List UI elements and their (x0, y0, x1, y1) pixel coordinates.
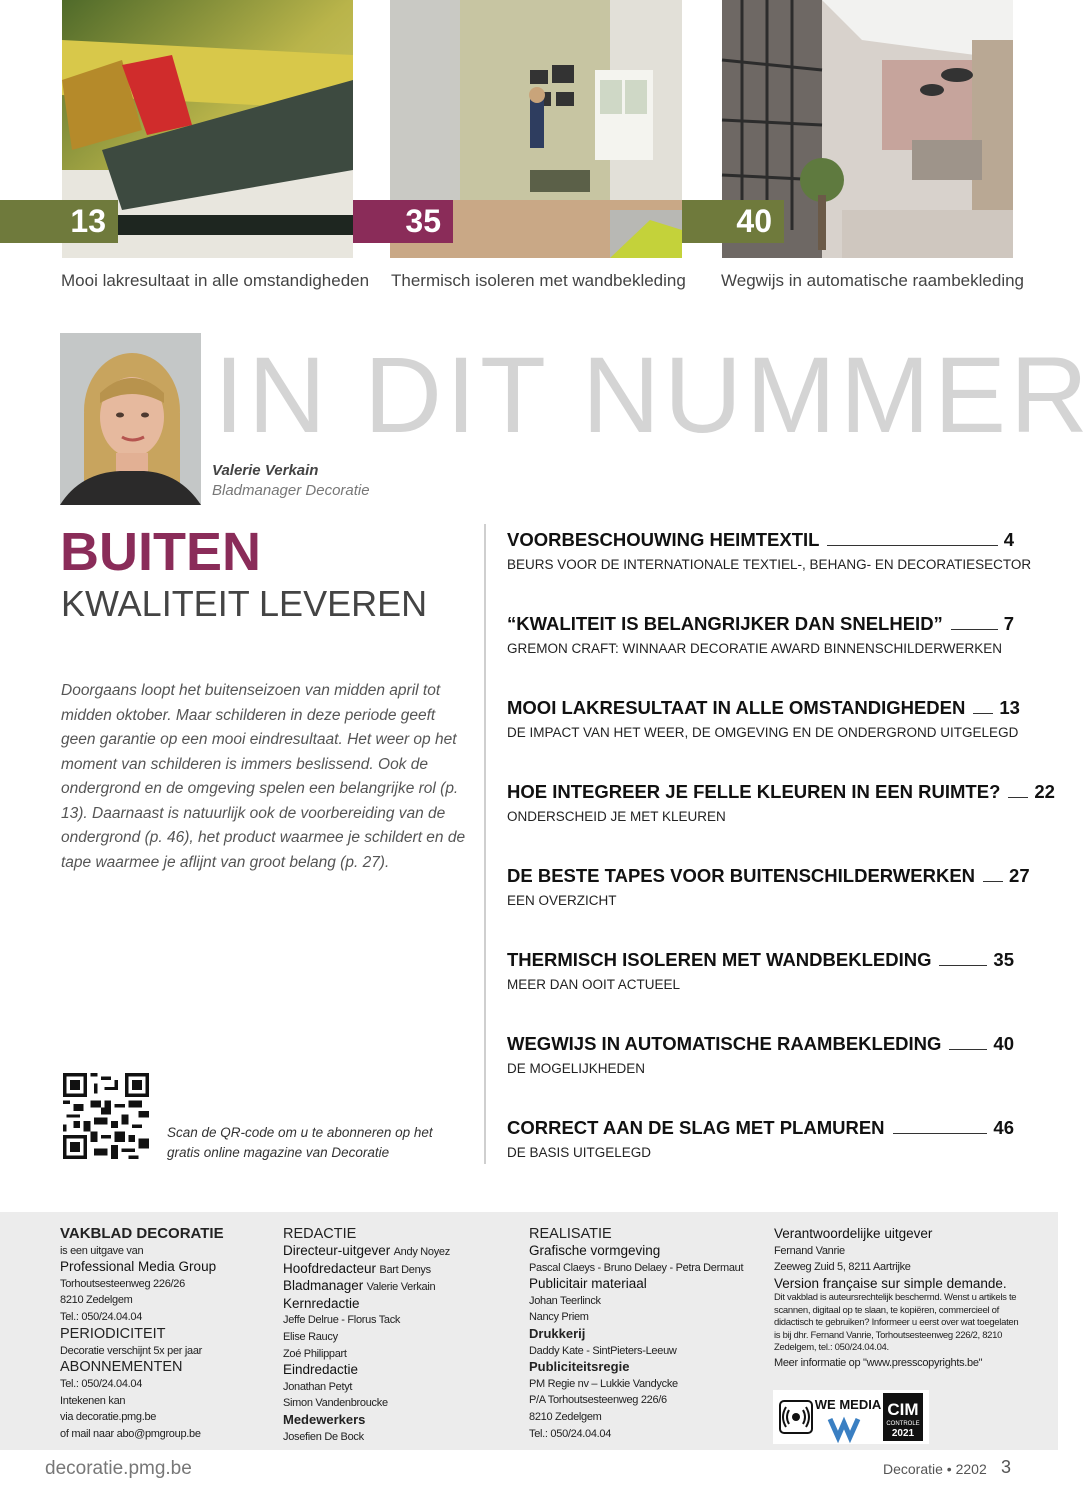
toc-page: 35 (993, 949, 1014, 970)
colophon-label: Hoofdredacteur (283, 1260, 377, 1276)
colophon-label: Directeur-uitgever (283, 1243, 391, 1258)
colophon-text: Valerie Verkain (366, 1281, 436, 1294)
colophon-text: Daddy Kate - SintPieters-Leeuw (529, 1344, 677, 1357)
colophon-text: Zeeweg Zuid 5, 8211 Aartrijke (774, 1261, 911, 1274)
colophon-text: Nancy Priem (529, 1311, 589, 1324)
colophon-label: Kernredactie (283, 1295, 360, 1311)
colophon-text: Intekenen kan (60, 1394, 126, 1407)
toc-leader (1008, 797, 1028, 798)
colophon-label: Eindredactie (283, 1362, 359, 1378)
toc-leader (893, 1133, 988, 1134)
colophon-publisher (60, 1226, 270, 1443)
toc-subtitle: DE BASIS UITGELEGD (507, 1145, 652, 1160)
toc-page: 27 (1009, 865, 1030, 886)
toc-page: 46 (993, 1117, 1014, 1138)
colophon-text: Fernand Vanrie (774, 1244, 845, 1257)
colophon-text: PM Regie nv – Lukkie Vandycke (529, 1377, 678, 1390)
thumbnail-page-badge: 40 (682, 200, 784, 243)
colophon-text: 8210 Zedelgem (529, 1410, 602, 1423)
author-role: Bladmanager Decoratie (212, 482, 370, 499)
colophon-text: Decoratie verschijnt 5x per jaar (60, 1344, 203, 1357)
colophon-heading: REALISATIE (529, 1226, 612, 1242)
colophon-link[interactable]: of mail naar abo@pmgroup.be (60, 1427, 201, 1440)
qr-code-icon (63, 1073, 149, 1159)
toc-leader (827, 545, 997, 546)
toc-entry[interactable] (507, 525, 1032, 572)
toc-divider (484, 524, 486, 1164)
thumbnail-page-badge: 35 (353, 200, 453, 243)
colophon-text: Tel.: 050/24.04.04 (60, 1310, 143, 1323)
colophon-link[interactable]: Meer informatie op "www.presscopyrights.be" (774, 1356, 983, 1369)
toc-title: DE BESTE TAPES VOOR BUITENSCHILDERWERKEN (507, 865, 976, 886)
toc-subtitle: MEER DAN OOIT ACTUEEL (507, 977, 681, 992)
colophon-text: Johan Teerlinck (529, 1294, 601, 1307)
editorial-subtitle: KWALITEIT LEVEREN (61, 583, 428, 624)
toc-page: 22 (1034, 781, 1055, 802)
toc-subtitle: DE IMPACT VAN HET WEER, DE OMGEVING EN DE ONDERGROND UITGELEGD (507, 725, 1019, 740)
page-title: IN DIT NUMMER (214, 334, 1092, 455)
colophon-text: Tel.: 050/24.04.04 (529, 1427, 612, 1440)
colophon-text: is een uitgave van (60, 1244, 144, 1257)
copyright-signal-icon (779, 1400, 813, 1434)
author-name: Valerie Verkain (212, 462, 319, 479)
colophon-label: Publiciteitsregie (529, 1359, 630, 1375)
colophon-link[interactable]: via decoratie.pmg.be (60, 1411, 157, 1424)
colophon-text: Andy Noyez (393, 1246, 450, 1258)
cim-logo (883, 1393, 923, 1441)
colophon-editorial (283, 1226, 513, 1445)
toc-leader (983, 881, 1003, 882)
colophon-legal: Dit vakblad is auteursrechtelijk beschermd. Wenst u artikels te scannen, digitaal op te slaan, te kopiëren, commercieel of didactisch te gebruiken? Informeer u eerst over wat toegelaten is bij dhr. Fernand Vanrie, Torhoutsesteenweg 226/2, 8210 Zedelgem, tel.: 050/24.04.04. (774, 1292, 1019, 1354)
toc-leader (973, 713, 993, 714)
colophon-text: Torhoutsesteenweg 226/26 (60, 1277, 185, 1290)
colophon-text: Jeffe Delrue - Florus Tack (283, 1314, 401, 1327)
toc-entry[interactable] (507, 945, 1014, 992)
colophon-text: P/A Torhoutsesteenweg 226/6 (529, 1394, 667, 1407)
editorial-body: Doorgaans loopt het buitenseizoen van midden april tot midden oktober. Maar schilderen in deze periode geeft geen garantie op een mooi eindresultaat. Het weer op het moment van schilderen is immers beslissend. Ook de ondergrond en de omgeving spelen een belangrijke rol (p. 13). Daarnaast is natuurlijk ook de voorbereiding van de ondergrond (p. 46), het product waarmee je schildert en de tape waarmee je aflijnt van groot belang (p. 27). (61, 682, 466, 871)
toc-title: WEGWIJS IN AUTOMATISCHE RAAMBEKLEDING (507, 1033, 942, 1054)
toc-page: 13 (999, 697, 1020, 718)
toc-subtitle: DE MOGELIJKHEDEN (507, 1061, 646, 1076)
cim-year: 2021 (892, 1428, 915, 1439)
colophon-heading: VAKBLAD DECORATIE (60, 1225, 224, 1242)
toc-entry[interactable] (507, 1029, 1014, 1076)
toc-subtitle: ONDERSCHEID JE MET KLEUREN (507, 809, 726, 824)
colophon-text: Simon Vandenbroucke (283, 1397, 388, 1410)
toc-entry[interactable] (507, 1113, 1014, 1160)
toc-title: CORRECT AAN DE SLAG MET PLAMUREN (507, 1117, 885, 1138)
toc-leader (949, 1049, 987, 1050)
colophon-production (529, 1226, 764, 1442)
colophon-text: 8210 Zedelgem (60, 1294, 133, 1307)
page-number: 3 (1001, 1457, 1012, 1477)
editorial-title: BUITEN (60, 522, 261, 582)
colophon-text: Tel.: 050/24.04.04 (60, 1378, 143, 1391)
thumbnail-caption: Thermisch isoleren met wandbekleding (391, 271, 686, 290)
colophon-label: Publicitair materiaal (529, 1276, 647, 1292)
toc-leader (951, 629, 998, 630)
membership-logos (773, 1390, 929, 1444)
toc-entry[interactable] (507, 693, 1020, 740)
avatar (60, 333, 201, 505)
toc-title: HOE INTEGREER JE FELLE KLEUREN IN EEN RUIMTE? (507, 781, 1001, 802)
colophon-text: Professional Media Group (60, 1259, 217, 1275)
colophon-text: Josefien De Bock (283, 1430, 364, 1443)
issue-label: Decoratie • 2202 (883, 1461, 987, 1477)
toc-title: THERMISCH ISOLEREN MET WANDBEKLEDING (507, 949, 932, 970)
toc-page: 4 (1003, 529, 1014, 550)
colophon-heading: PERIODICITEIT (60, 1325, 166, 1342)
thumbnail-caption: Mooi lakresultaat in alle omstandigheden (61, 271, 370, 290)
author-portrait (60, 333, 201, 505)
cim-text: CIM (887, 1400, 919, 1419)
toc-title: VOORBESCHOUWING HEIMTEXTIL (507, 529, 820, 550)
colophon-heading: Verantwoordelijke uitgever (774, 1226, 933, 1241)
colophon-text: Bart Denys (379, 1263, 431, 1276)
toc-subtitle: EEN OVERZICHT (507, 893, 617, 908)
thumbnail-caption: Wegwijs in automatische raambekleding (721, 271, 1025, 290)
colophon-heading: ABONNEMENTEN (60, 1359, 183, 1376)
toc-leader (939, 965, 987, 966)
toc-subtitle: BEURS VOOR DE INTERNATIONALE TEXTIEL-, BEHANG- EN DECORATIESECTOR (507, 557, 1032, 572)
colophon-text: Zoé Philippart (283, 1347, 347, 1360)
qr-caption: Scan de QR-code om u te abonneren op het gratis online magazine van Decoratie (167, 1125, 433, 1160)
colophon-text: Elise Raucy (283, 1330, 338, 1343)
toc-title: MOOI LAKRESULTAAT IN ALLE OMSTANDIGHEDEN (507, 697, 966, 718)
website-link[interactable]: decoratie.pmg.be (45, 1458, 192, 1479)
colophon-text: Jonathan Petyt (283, 1380, 353, 1393)
we-media-logo (814, 1395, 882, 1439)
toc-page: 40 (993, 1033, 1014, 1054)
toc-entry[interactable] (507, 861, 1030, 908)
colophon-label: Grafische vormgeving (529, 1243, 661, 1258)
colophon-text: Pascal Claeys - Bruno Delaey - Petra Dermaut (529, 1261, 744, 1274)
toc-page: 7 (1003, 613, 1014, 634)
toc-subtitle: GREMON CRAFT: WINNAAR DECORATIE AWARD BINNENSCHILDERWERKEN (507, 641, 1003, 656)
toc-entry[interactable] (507, 609, 1014, 656)
colophon-responsible-publisher (774, 1226, 1019, 1371)
we-media-text: WE MEDIA (814, 1397, 882, 1412)
colophon-label: Drukkerij (529, 1325, 586, 1341)
toc-entry[interactable] (507, 777, 1055, 824)
colophon-text: Version française sur simple demande. (774, 1275, 1007, 1291)
colophon-heading: REDACTIE (283, 1226, 357, 1242)
colophon-label: Bladmanager (283, 1278, 364, 1294)
toc-title: “KWALITEIT IS BELANGRIJKER DAN SNELHEID” (507, 613, 943, 634)
thumbnail-page-badge: 13 (0, 200, 118, 243)
qr-code[interactable] (63, 1073, 149, 1159)
cim-subtext: CONTROLE (886, 1421, 920, 1427)
colophon-label: Medewerkers (283, 1411, 366, 1427)
